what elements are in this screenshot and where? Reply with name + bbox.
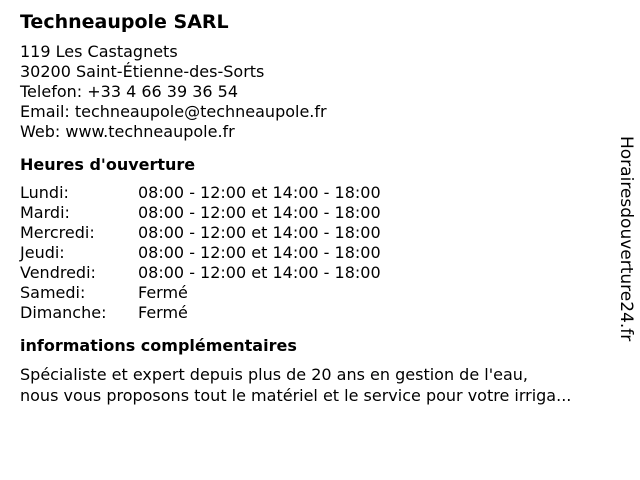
opening-hours-heading: Heures d'ouverture (20, 155, 196, 174)
hours-row-saturday (20, 283, 610, 303)
hours-row-friday (20, 263, 610, 283)
additional-info-line-2: nous vous proposons tout le matériel et le service pour votre irriga... (20, 386, 572, 405)
hours-row-wednesday (20, 223, 610, 243)
day-label: Samedi: (20, 283, 86, 302)
phone-line: Telefon: +33 4 66 39 36 54 (20, 82, 239, 101)
day-label: Vendredi: (20, 263, 96, 282)
time-value: 08:00 - 12:00 et 14:00 - 18:00 (138, 203, 381, 222)
day-label: Jeudi: (20, 243, 65, 262)
hours-row-monday (20, 183, 610, 203)
additional-info-line-1: Spécialiste et expert depuis plus de 20 ans en gestion de l'eau, (20, 365, 528, 384)
time-value: 08:00 - 12:00 et 14:00 - 18:00 (138, 263, 381, 282)
day-label: Lundi: (20, 183, 69, 202)
time-value: 08:00 - 12:00 et 14:00 - 18:00 (138, 183, 381, 202)
time-value: 08:00 - 12:00 et 14:00 - 18:00 (138, 243, 381, 262)
hours-row-thursday (20, 243, 610, 263)
time-value: 08:00 - 12:00 et 14:00 - 18:00 (138, 223, 381, 242)
day-label: Mardi: (20, 203, 70, 222)
business-card (20, 10, 610, 406)
day-label: Mercredi: (20, 223, 95, 242)
time-value: Fermé (138, 303, 188, 322)
brand-watermark (612, 136, 640, 376)
additional-info-heading: informations complémentaires (20, 336, 297, 355)
opening-hours-list (20, 183, 610, 323)
hours-row-sunday (20, 303, 610, 323)
hours-row-tuesday (20, 203, 610, 223)
business-name: Techneaupole SARL (20, 11, 229, 33)
brand-vertical-text: Horairesdouverture24.fr (616, 136, 636, 342)
email-line: Email: techneaupole@techneaupole.fr (20, 102, 327, 121)
website-line: Web: www.techneaupole.fr (20, 122, 235, 141)
address-street: 119 Les Castagnets (20, 42, 178, 61)
day-label: Dimanche: (20, 303, 107, 322)
time-value: Fermé (138, 283, 188, 302)
address-city: 30200 Saint-Étienne-des-Sorts (20, 62, 265, 81)
